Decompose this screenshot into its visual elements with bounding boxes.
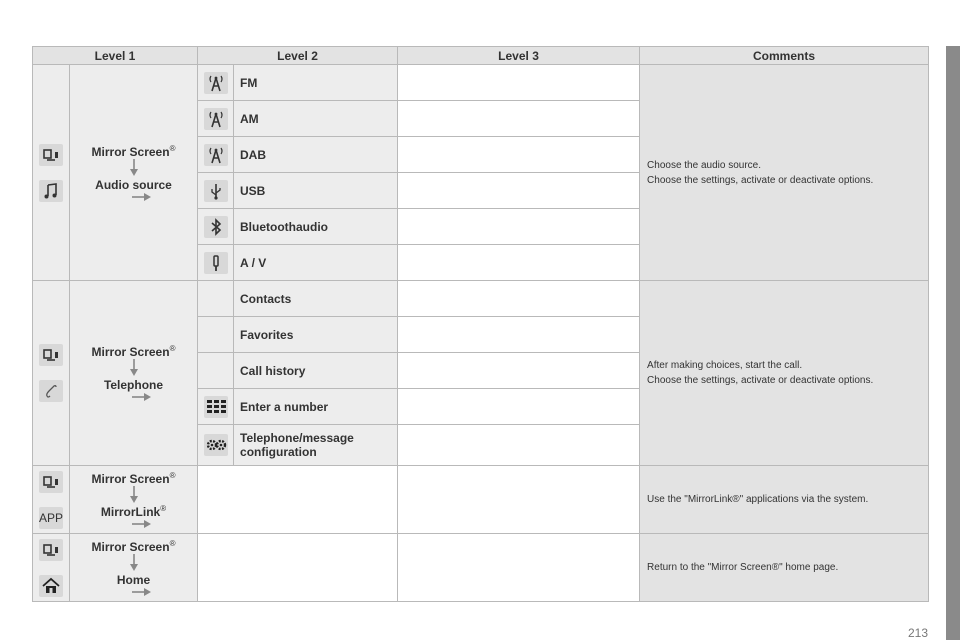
table-row: [33, 466, 929, 534]
level2-icon-cell: [198, 173, 234, 209]
antenna-icon: [204, 108, 228, 130]
header-row: [33, 47, 929, 65]
comment-line: Choose the audio source.: [647, 159, 761, 171]
level2-item[interactable]: AM: [234, 101, 398, 137]
registered-mark: ®: [160, 503, 167, 513]
jack-icon: [204, 252, 228, 274]
comment-cell: [640, 466, 929, 534]
arrow-down-icon: [128, 359, 140, 377]
registered-mark: ®: [169, 538, 176, 548]
comment-line: Use the "MirrorLink®" applications via the system.: [647, 494, 869, 505]
level1-top-text: Mirror Screen: [91, 144, 170, 159]
level1-cell: [70, 534, 198, 602]
level2-item[interactable]: Enter a number: [234, 389, 398, 425]
section-icons: [33, 281, 70, 466]
level2-item[interactable]: FM: [234, 65, 398, 101]
arrow-right-icon: [132, 192, 152, 202]
page-number: 213: [908, 626, 929, 640]
comment-line: Return to the "Mirror Screen®" home page.: [647, 562, 839, 573]
mirror-screen-icon: [39, 539, 63, 561]
page-edge-tab: [946, 46, 960, 640]
comment-cell: [640, 281, 929, 466]
mirror-screen-icon: [39, 471, 63, 493]
level2-icon-cell: [198, 353, 234, 389]
app-icon: APP: [39, 507, 63, 529]
level2-icon-cell: [198, 101, 234, 137]
comment-cell: [640, 65, 929, 281]
level1-label: [70, 144, 197, 202]
level2-item[interactable]: Contacts: [234, 281, 398, 317]
registered-mark: ®: [169, 470, 176, 480]
bluetooth-icon: [204, 216, 228, 238]
comment-line: Choose the settings, activate or deactivate options.: [647, 174, 874, 186]
level1-bottom-text: Audio source: [95, 177, 172, 192]
comment-line: After making choices, start the call.: [647, 360, 803, 371]
level1-label: [70, 471, 197, 529]
antenna-icon: [204, 144, 228, 166]
level2-icon-cell: [198, 65, 234, 101]
level3-cell: [398, 425, 640, 466]
level2-item[interactable]: Bluetoothaudio: [234, 209, 398, 245]
level3-cell: [398, 389, 640, 425]
table-row: [33, 534, 929, 602]
comment-line: Choose the settings, activate or deactivate options.: [647, 375, 874, 386]
section-icons: [33, 466, 70, 534]
level2-item[interactable]: Favorites: [234, 317, 398, 353]
level1-bottom-text: Home: [116, 572, 151, 587]
level3-cell: [398, 466, 640, 534]
section-icons: [33, 65, 70, 281]
section-icons: [33, 534, 70, 602]
arrow-right-icon: [132, 519, 152, 529]
level2-cell: [198, 534, 398, 602]
level2-icon-cell: [198, 209, 234, 245]
level2-item[interactable]: Call history: [234, 353, 398, 389]
level1-top-text: Mirror Screen: [91, 471, 170, 486]
header-level-2: Level 2: [198, 47, 398, 65]
level3-cell: [398, 101, 640, 137]
header-level-3: Level 3: [398, 47, 640, 65]
phone-icon: [39, 380, 63, 402]
level2-item[interactable]: USB: [234, 173, 398, 209]
level2-icon-cell: [198, 425, 234, 466]
mirror-screen-icon: [39, 144, 63, 166]
arrow-down-icon: [128, 486, 140, 504]
registered-mark: ®: [169, 143, 176, 153]
level2-icon-cell: [198, 245, 234, 281]
level1-label: [70, 344, 197, 402]
mirror-screen-icon: [39, 344, 63, 366]
music-note-icon: [39, 180, 63, 202]
level2-item[interactable]: A / V: [234, 245, 398, 281]
level1-cell: [70, 466, 198, 534]
level1-cell: [70, 281, 198, 466]
level3-cell: [398, 173, 640, 209]
level1-bottom-text: MirrorLink: [100, 504, 161, 519]
header-comments: Comments: [640, 47, 929, 65]
antenna-icon: [204, 72, 228, 94]
level2-icon-cell: [198, 389, 234, 425]
level3-cell: [398, 534, 640, 602]
level1-label: [70, 539, 197, 597]
menu-table: [32, 46, 929, 602]
level2-cell: [198, 466, 398, 534]
level1-top-text: Mirror Screen: [91, 539, 170, 554]
level3-cell: [398, 65, 640, 101]
level1-bottom-text: Telephone: [103, 378, 164, 392]
level2-icon-cell: [198, 281, 234, 317]
table-row: [33, 281, 929, 317]
arrow-down-icon: [128, 159, 140, 177]
level3-cell: [398, 317, 640, 353]
level2-icon-cell: [198, 317, 234, 353]
header-level-1: Level 1: [33, 47, 198, 65]
level3-cell: [398, 245, 640, 281]
level3-cell: [398, 281, 640, 317]
keypad-icon: [204, 396, 228, 418]
registered-mark: ®: [169, 344, 176, 353]
level2-item[interactable]: DAB: [234, 137, 398, 173]
home-icon: [39, 575, 63, 597]
level2-item[interactable]: Telephone/message configuration: [234, 425, 398, 466]
level3-cell: [398, 353, 640, 389]
level3-cell: [398, 137, 640, 173]
arrow-right-icon: [132, 587, 152, 597]
gears-icon: [204, 434, 228, 456]
arrow-right-icon: [132, 392, 152, 402]
table-row: [33, 65, 929, 101]
level2-icon-cell: [198, 137, 234, 173]
level3-cell: [398, 209, 640, 245]
level1-top-text: Mirror Screen: [91, 345, 170, 359]
usb-icon: [204, 180, 228, 202]
level1-cell: [70, 65, 198, 281]
comment-cell: [640, 534, 929, 602]
arrow-down-icon: [128, 554, 140, 572]
